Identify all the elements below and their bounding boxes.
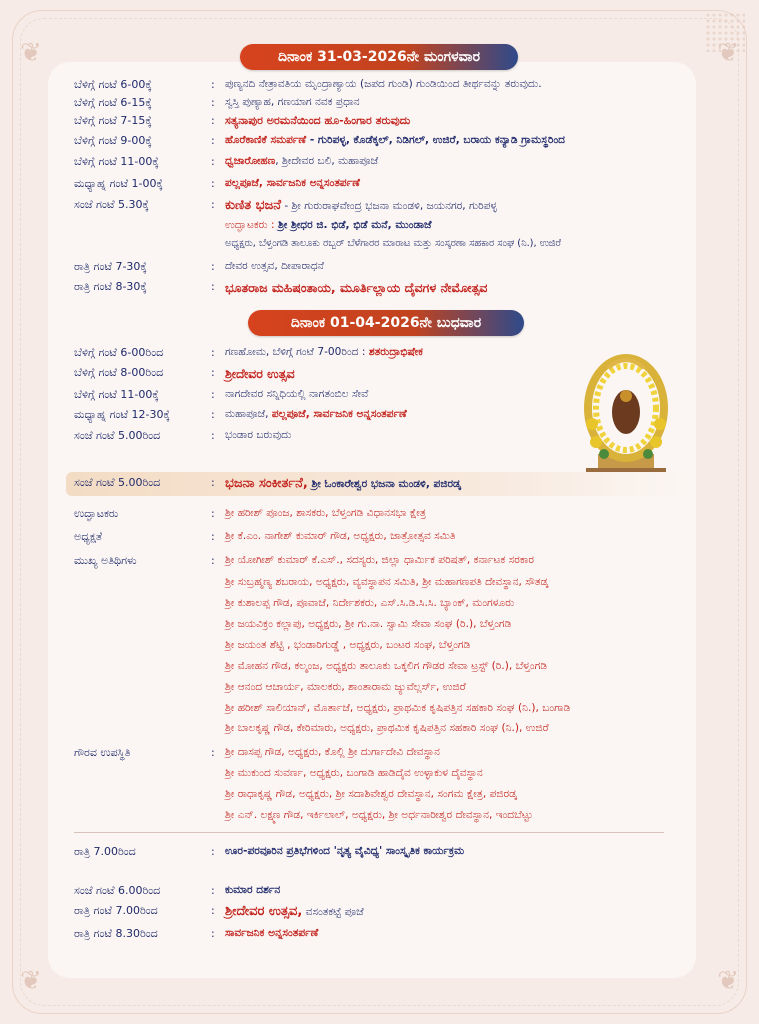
day2-banner: ದಿನಾಂಕ 01-04-2026ನೇ ಬುಧವಾರ xyxy=(248,310,524,336)
ornament-icon: ❦ xyxy=(20,38,42,68)
time-label: ಬೆಳಿಗ್ಗೆ ಗಂಟೆ 6-00ಕ್ಕೆ xyxy=(74,78,152,91)
ornament-icon: ❦ xyxy=(717,966,739,996)
day1-banner: ದಿನಾಂಕ 31-03-2026ನೇ ಮಂಗಳವಾರ xyxy=(240,44,518,70)
divider xyxy=(74,832,664,833)
role-label: ಉದ್ಘಾಟಕರು xyxy=(74,507,119,520)
event-text: ಪುಣ್ಯನದಿ ನೇತ್ರಾವತಿಯ ಮೃಂದ್ರಾಣ್ಯಾಯ (ಜಪದ ಗುಂಡಿ) ಗುಂಡಿಯಿಂದ ತೀರ್ಥವನ್ನು ತರುವುದು. xyxy=(225,78,542,90)
ornament-icon: ❦ xyxy=(20,966,42,996)
ornament-icon: ❦ xyxy=(717,38,739,68)
